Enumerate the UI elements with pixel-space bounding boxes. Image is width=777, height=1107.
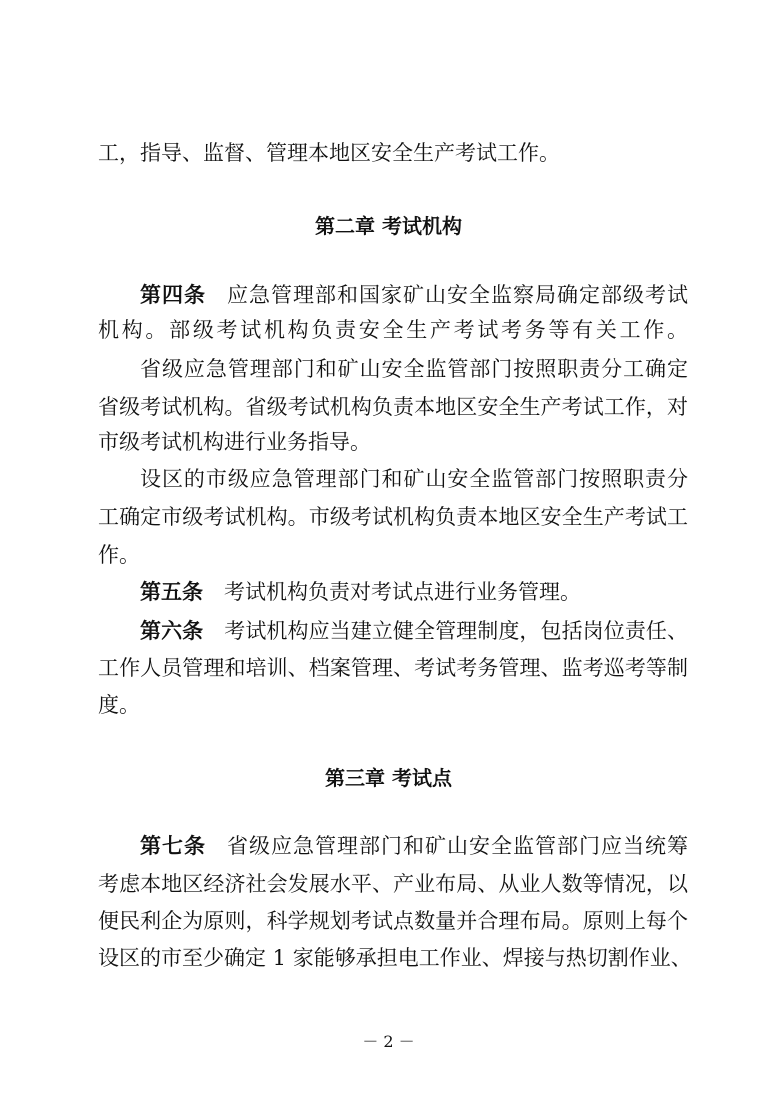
- text-line: 工确定市级考试机构。市级考试机构负责本地区安全生产考试工: [98, 505, 688, 529]
- text-line: 工，指导、监督、管理本地区安全生产考试工作。: [98, 141, 560, 165]
- article-line: [140, 281, 688, 309]
- text-line: 度。: [98, 693, 140, 717]
- text-line: 作。: [98, 543, 140, 567]
- chapter-heading: 第三章 考试点: [325, 766, 452, 790]
- chapter-heading: 第二章 考试机构: [315, 214, 462, 238]
- text-line: 便民利企为原则，科学规划考试点数量并合理布局。原则上每个: [98, 909, 688, 933]
- article-text: 应急管理部和国家矿山安全监察局确定部级考试: [227, 283, 688, 307]
- text-line: 省级应急管理部门和矿山安全监管部门按照职责分工确定: [140, 357, 688, 381]
- text-line: 考虑本地区经济社会发展水平、产业布局、从业人数等情况，以: [98, 872, 688, 896]
- article-label: 第五条: [140, 580, 203, 604]
- text-line: 设区的市级应急管理部门和矿山安全监管部门按照职责分: [140, 467, 688, 491]
- page-number: － 2 －: [362, 1032, 415, 1051]
- article-label: 第七条: [140, 834, 206, 858]
- article-line: [140, 617, 688, 645]
- text-line: 设区的市至少确定 1 家能够承担电工作业、焊接与热切割作业、: [98, 946, 692, 970]
- article-line: [140, 832, 688, 860]
- article-label: 第四条: [140, 283, 206, 307]
- text-line: 机构。部级考试机构负责安全生产考试考务等有关工作。: [98, 318, 688, 342]
- text-line: 工作人员管理和培训、档案管理、考试考务管理、监考巡考等制: [98, 656, 688, 680]
- article-text: 考试机构应当建立健全管理制度，包括岗位责任、: [224, 619, 688, 643]
- article-line: [140, 578, 688, 606]
- text-line: 市级考试机构进行业务指导。: [98, 430, 371, 454]
- article-text: 考试机构负责对考试点进行业务管理。: [224, 580, 581, 604]
- article-label: 第六条: [140, 619, 204, 643]
- text-line: 省级考试机构。省级考试机构负责本地区安全生产考试工作，对: [98, 395, 688, 419]
- article-text: 省级应急管理部门和矿山安全监管部门应当统筹: [227, 834, 688, 858]
